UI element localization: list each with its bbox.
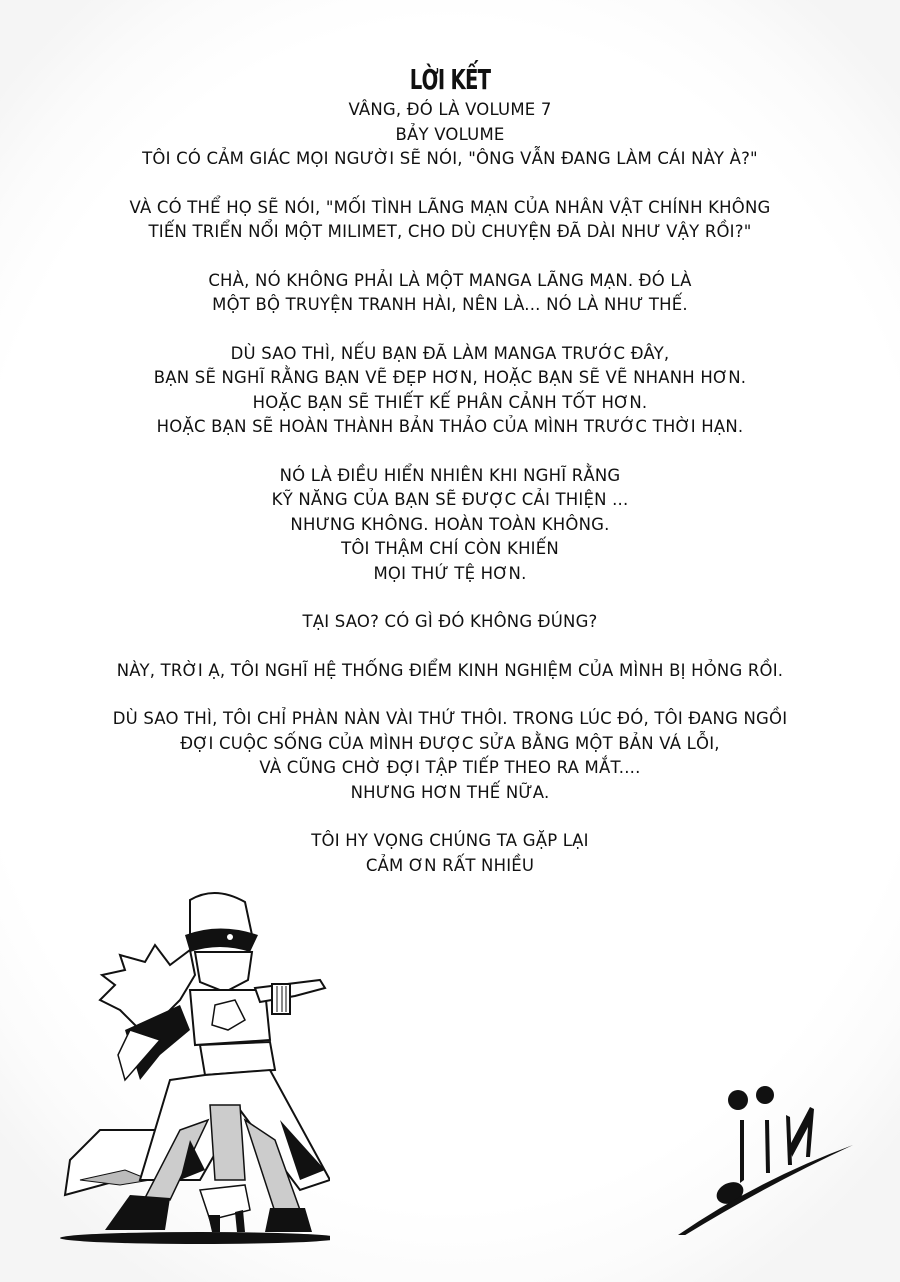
page-title: LỜI KẾT	[409, 63, 491, 96]
text-line: VÀ CÓ THỂ HỌ SẼ NÓI, "MỐI TÌNH LÃNG MẠN CỦA NHÂN VẬT CHÍNH KHÔNG	[129, 197, 771, 217]
paragraph-3	[0, 269, 900, 318]
text-line: NHƯNG HƠN THẾ NỮA.	[350, 782, 550, 802]
text-line: NÓ LÀ ĐIỀU HIỂN NHIÊN KHI NGHĨ RẰNG	[279, 465, 621, 485]
character-illustration	[30, 880, 330, 1250]
paragraph-2	[0, 196, 900, 245]
text-line: ĐỢI CUỘC SỐNG CỦA MÌNH ĐƯỢC SỬA BẰNG MỘT BẢN VÁ LỖI,	[180, 733, 720, 753]
text-line: BẠN SẼ NGHĨ RẰNG BẠN VẼ ĐẸP HƠN, HOẶC BẠN SẼ VẼ NHANH HƠN.	[153, 368, 747, 387]
text-line: TÔI CÓ CẢM GIÁC MỌI NGƯỜI SẼ NÓI, "ÔNG VẪN ĐANG LÀM CÁI NÀY À?"	[142, 149, 758, 168]
text-line: VÀ CŨNG CHỜ ĐỢI TẬP TIẾP THEO RA MẮT....	[259, 758, 641, 777]
paragraph-5	[0, 464, 900, 587]
paragraph-6	[0, 610, 900, 635]
text-line: TÔI THẬM CHÍ CÒN KHIẾN	[341, 539, 559, 558]
paragraph-4	[0, 342, 900, 440]
text-line: KỸ NĂNG CỦA BẠN SẼ ĐƯỢC CẢI THIỆN ...	[271, 490, 629, 509]
text-line: TIẾN TRIỂN NỔI MỘT MILIMET, CHO DÙ CHUYỆN ĐÃ DÀI NHƯ VẬY RỒI?"	[148, 222, 752, 241]
paragraph-7	[0, 659, 900, 684]
paragraph-8	[0, 707, 900, 805]
text-line: NHƯNG KHÔNG. HOÀN TOÀN KHÔNG.	[290, 514, 610, 534]
text-line: BẢY VOLUME	[395, 124, 505, 144]
text-line: MỘT BỘ TRUYỆN TRANH HÀI, NÊN LÀ... NÓ LÀ NHƯ THẾ.	[212, 295, 688, 314]
afterword-text-block	[0, 62, 900, 878]
paragraph-9	[0, 829, 900, 878]
text-line: DÙ SAO THÌ, NẾU BẠN ĐÃ LÀM MANGA TRƯỚC ĐÂY,	[230, 343, 670, 363]
text-line: CẢM ƠN RẤT NHIỀU	[365, 855, 535, 875]
text-line: HOẶC BẠN SẼ HOÀN THÀNH BẢN THẢO CỦA MÌNH TRƯỚC THỜI HẠN.	[156, 417, 744, 436]
text-line: CHÀ, NÓ KHÔNG PHẢI LÀ MỘT MANGA LÃNG MẠN. ĐÓ LÀ	[208, 270, 692, 290]
author-signature	[668, 1065, 868, 1235]
text-line: NÀY, TRỜI Ạ, TÔI NGHĨ HỆ THỐNG ĐIỂM KINH NGHIỆM CỦA MÌNH BỊ HỎNG RỒI.	[116, 660, 784, 680]
paragraph-1	[0, 98, 900, 172]
text-line: MỌI THỨ TỆ HƠN.	[373, 563, 527, 583]
text-line: DÙ SAO THÌ, TÔI CHỈ PHÀN NÀN VÀI THỨ THÔI. TRONG LÚC ĐÓ, TÔI ĐANG NGỒI	[112, 709, 788, 728]
text-line: HOẶC BẠN SẼ THIẾT KẾ PHÂN CẢNH TỐT HƠN.	[252, 392, 648, 412]
text-line: TẠI SAO? CÓ GÌ ĐÓ KHÔNG ĐÚNG?	[302, 612, 598, 631]
text-line: VÂNG, ĐÓ LÀ VOLUME 7	[348, 100, 552, 119]
text-line: TÔI HY VỌNG CHÚNG TA GẶP LẠI	[311, 831, 589, 850]
